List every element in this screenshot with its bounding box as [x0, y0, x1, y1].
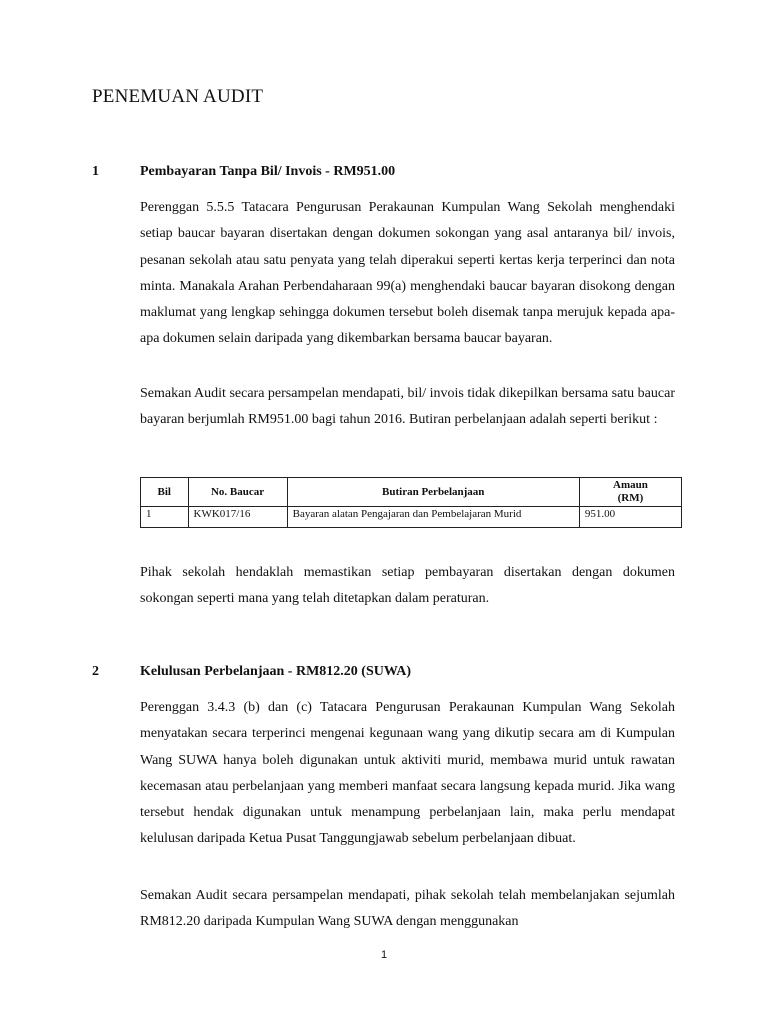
section-2-heading: Kelulusan Perbelanjaan - RM812.20 (SUWA) — [140, 664, 412, 679]
header-bil: Bil — [141, 478, 189, 507]
table-header-row — [141, 478, 682, 507]
table-row — [141, 507, 682, 528]
cell-no-baucar: KWK017/16 — [188, 507, 287, 528]
section-1-number: 1 — [92, 164, 99, 179]
section-1-paragraph-2: Semakan Audit secara persampelan mendapati, bil/ invois tidak dikepilkan bersama satu baucar bayaran berjumlah RM951.00 bagi tahun 2016. Butiran perbelanjaan adalah seperti berikut : — [140, 386, 675, 428]
header-amaun-line2: (RM) — [617, 492, 644, 504]
cell-bil: 1 — [141, 507, 189, 528]
header-butiran: Butiran Perbelanjaan — [287, 478, 579, 507]
cell-amaun: 951.00 — [579, 507, 681, 528]
page-title: PENEMUAN AUDIT — [92, 86, 264, 107]
section-2-paragraph-2: Semakan Audit secara persampelan mendapati, pihak sekolah telah membelanjakan sejumlah RM812.20 daripada Kumpulan Wang SUWA dengan menggunakan — [140, 888, 675, 930]
header-amaun — [579, 478, 681, 507]
expense-table — [140, 477, 682, 528]
cell-butiran: Bayaran alatan Pengajaran dan Pembelajaran Murid — [287, 507, 579, 528]
section-1-heading: Pembayaran Tanpa Bil/ Invois - RM951.00 — [140, 164, 396, 179]
page-number: 1 — [380, 949, 388, 961]
section-2-paragraph-1: Perenggan 3.4.3 (b) dan (c) Tatacara Pengurusan Perakaunan Kumpulan Wang Sekolah menyatakan secara terperinci mengenai kegunaan wang yang dikutip secara am di Kumpulan Wang SUWA hanya boleh digunakan untuk aktiviti murid, membawa murid untuk rawatan kecemasan atau perbelanjaan yang memberi manfaat secara langsung kepada murid. Jika wang tersebut hendak digunakan untuk menampung perbelanjaan lain, maka perlu mendapat kelulusan daripada Ketua Pusat Tanggungjawab sebelum perbelanjaan dibuat. — [140, 700, 675, 847]
section-2-number: 2 — [92, 664, 99, 679]
section-1-paragraph-3: Pihak sekolah hendaklah memastikan setiap pembayaran disertakan dengan dokumen sokongan seperti mana yang telah ditetapkan dalam peraturan. — [140, 565, 675, 607]
header-no-baucar: No. Baucar — [188, 478, 287, 507]
section-1-paragraph-1: Perenggan 5.5.5 Tatacara Pengurusan Perakaunan Kumpulan Wang Sekolah menghendaki setiap baucar bayaran disertakan dengan dokumen sokongan yang asal antaranya bil/ invois, pesanan sekolah atau satu penyata yang telah diperakui seperti kertas kerja terperinci dan nota minta. Manakala Arahan Perbendaharaan 99(a) menghendaki baucar bayaran disokong dengan maklumat yang lengkap sehingga dokumen tersebut boleh disemak tanpa merujuk kepada apa-apa dokumen selain daripada yang dikembarkan bersama baucar bayaran. — [140, 200, 675, 347]
header-amaun-line1: Amaun — [613, 479, 648, 491]
